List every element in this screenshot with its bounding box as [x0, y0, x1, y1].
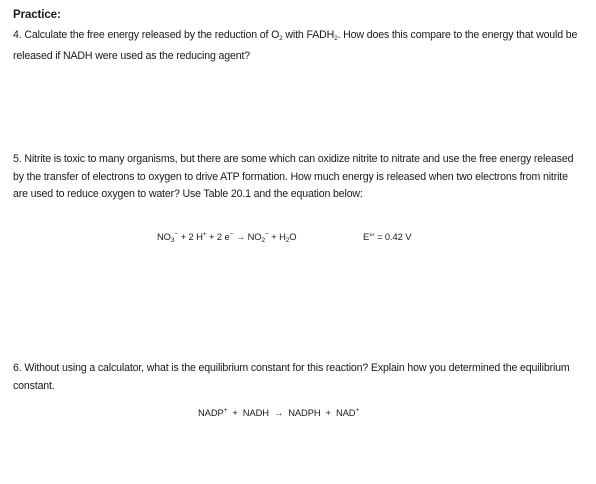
- q4-text-a: 4. Calculate the free energy released by the reduction of O: [13, 29, 280, 41]
- proton-charge: +: [202, 231, 207, 238]
- nadp-charge: +: [223, 407, 228, 414]
- nadh-term: + NADH: [227, 407, 274, 418]
- q4-text-c: . How does this compare to the energy that would be released if NADH were used as the reducing agent?: [13, 29, 578, 62]
- reaction-arrow: →: [233, 231, 248, 242]
- water-term: + H: [268, 231, 286, 242]
- question-6: 6. Without using a calculator, what is the equilibrium constant for this reaction? Explain how you determined the equilibrium constant.: [13, 362, 570, 392]
- question-5: 5. Nitrite is toxic to many organisms, but there are some which can oxidize nitrite to nitrate and use the free energy released by the transfer of electrons to oxygen to drive ATP formation. How much energy is released when two electrons from nitrite are used to reduce oxygen to water? Use Table 20.1 and the equation below:: [13, 153, 574, 200]
- practice-heading: Practice:: [13, 9, 61, 21]
- nitrite-formula: NO: [247, 231, 262, 242]
- reaction-arrow-2: →: [273, 407, 284, 418]
- fadh2-subscript: 2: [334, 35, 338, 42]
- water-oxygen: O: [289, 231, 297, 242]
- water-subscript: 2: [285, 237, 290, 244]
- nadp-formula: NADP: [198, 407, 224, 418]
- proton-term: + 2 H: [178, 231, 203, 242]
- o2-subscript: 2: [279, 35, 283, 42]
- question-4: [13, 27, 579, 65]
- nadph-equation: [198, 407, 359, 418]
- nitrite-equation: [157, 231, 296, 244]
- electron-term: + 2 e: [206, 231, 230, 242]
- electron-charge: −: [229, 231, 234, 238]
- nad-charge: +: [355, 407, 360, 414]
- nitrate-subscript: 3: [170, 237, 175, 244]
- standard-potential: E°′ = 0.42 V: [363, 231, 412, 242]
- nitrite-subscript: 2: [261, 237, 265, 244]
- nitrate-formula: NO: [157, 231, 171, 242]
- nitrate-charge: −: [174, 231, 179, 238]
- q4-text-b: with FADH: [282, 29, 335, 41]
- nitrite-charge: −: [265, 231, 269, 238]
- products-term: NADPH + NAD: [283, 407, 356, 418]
